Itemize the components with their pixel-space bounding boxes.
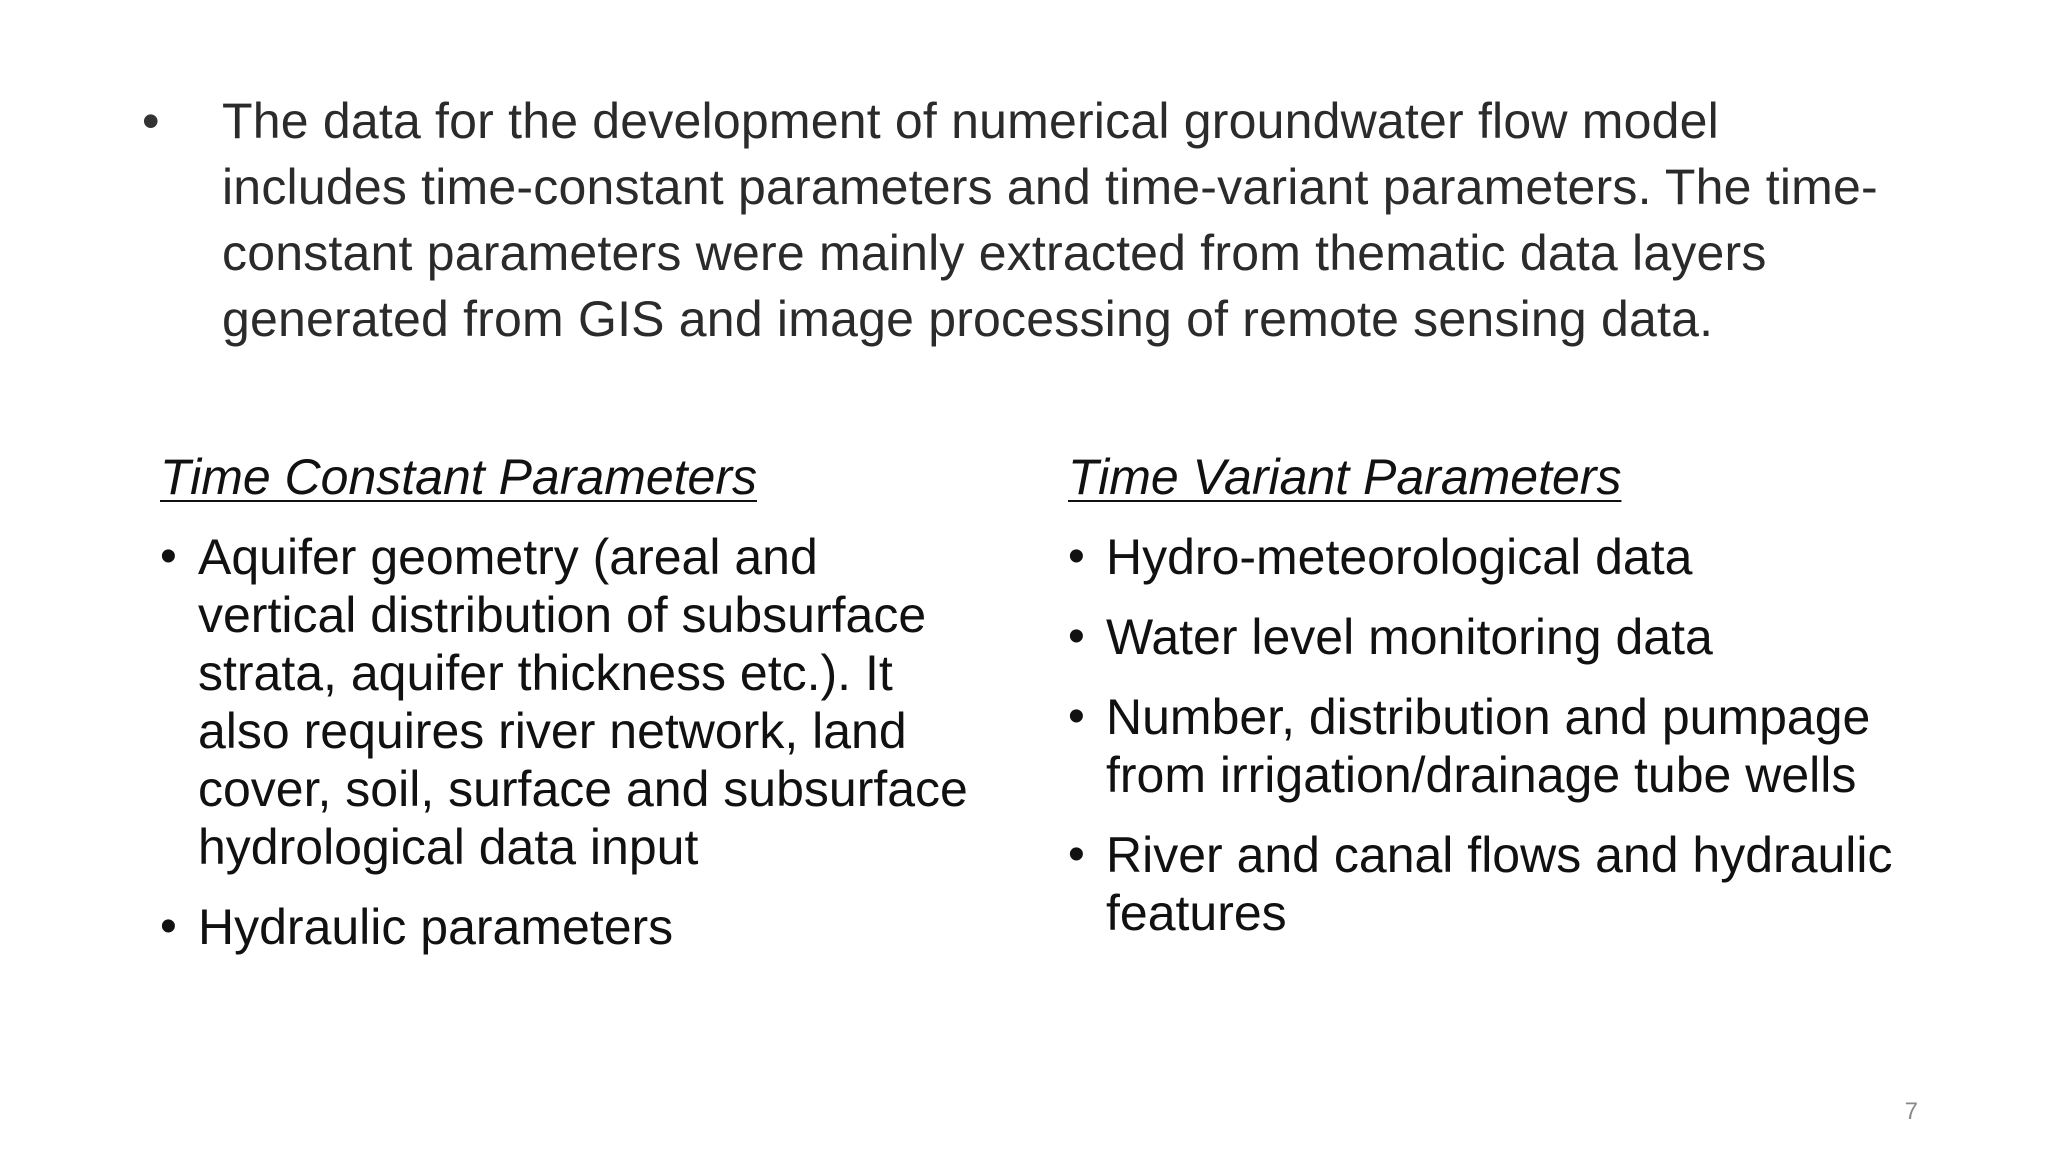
bullet-symbol: • bbox=[1068, 828, 1085, 881]
bullet-symbol: • bbox=[1068, 610, 1085, 663]
list-item-text: Number, distribution and pumpage from irrigation/drainage tube wells bbox=[1106, 689, 1871, 803]
time-variant-column bbox=[1068, 446, 1948, 964]
time-variant-list bbox=[1068, 528, 1948, 942]
bullet-symbol: • bbox=[160, 530, 177, 583]
list-item bbox=[1068, 826, 1948, 942]
list-item-text: Hydro-meteorological data bbox=[1106, 529, 1693, 585]
list-item bbox=[160, 898, 980, 956]
intro-bullet bbox=[142, 88, 1902, 352]
bullet-symbol: • bbox=[142, 93, 160, 149]
page-number: 7 bbox=[1904, 1098, 1918, 1125]
intro-text: The data for the development of numerical groundwater flow model includes time-constant parameters and time-variant parameters. The time-constant parameters were mainly extracted from thematic data layers generated from GIS and image processing of remote sensing data. bbox=[222, 93, 1878, 347]
list-item bbox=[1068, 528, 1948, 586]
bullet-symbol: • bbox=[1068, 530, 1085, 583]
list-item bbox=[1068, 688, 1948, 804]
list-item bbox=[160, 528, 980, 876]
time-variant-heading: Time Variant Parameters bbox=[1068, 449, 1622, 505]
list-item-text: River and canal flows and hydraulic features bbox=[1106, 827, 1893, 941]
bullet-symbol: • bbox=[1068, 690, 1085, 743]
list-item-text: Aquifer geometry (areal and vertical distribution of subsurface strata, aquifer thickness etc.). It also requires river network, land cover, soil, surface and subsurface hydrological data input bbox=[198, 529, 968, 875]
time-constant-list bbox=[160, 528, 980, 956]
time-constant-column bbox=[160, 446, 980, 978]
list-item bbox=[1068, 608, 1948, 666]
bullet-symbol: • bbox=[160, 900, 177, 953]
list-item-text: Water level monitoring data bbox=[1106, 609, 1713, 665]
list-item-text: Hydraulic parameters bbox=[198, 899, 674, 955]
time-constant-heading: Time Constant Parameters bbox=[160, 449, 757, 505]
